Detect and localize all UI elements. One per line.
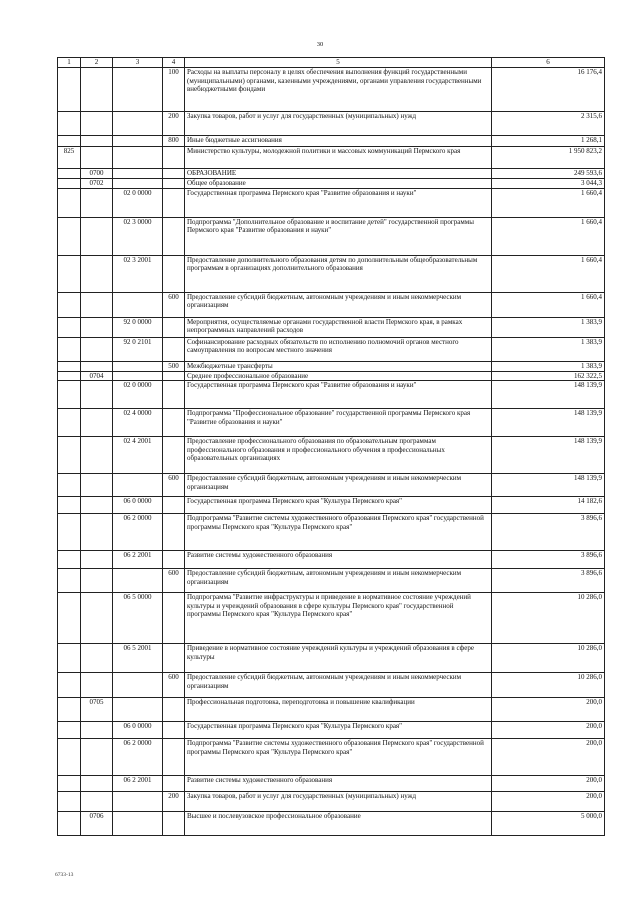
target-article-code (113, 361, 163, 371)
target-article-code: 02 4 0000 (113, 409, 163, 437)
department-code (58, 551, 81, 569)
department-code (58, 255, 81, 292)
header-col-5: 5 (185, 58, 492, 68)
amount: 200,0 (492, 698, 605, 722)
table-row (58, 514, 605, 551)
expense-type-code (163, 593, 185, 644)
expense-type-code: 100 (163, 68, 185, 112)
section-code (81, 437, 113, 474)
header-col-2: 2 (81, 58, 113, 68)
expense-type-code (163, 437, 185, 474)
amount: 1 660,4 (492, 217, 605, 255)
section-code (81, 474, 113, 497)
department-code (58, 474, 81, 497)
expense-type-code: 200 (163, 792, 185, 812)
item-name: ОБРАЗОВАНИЕ (185, 169, 492, 179)
amount: 1 660,4 (492, 292, 605, 317)
item-name: Софинансирование расходных обязательств по исполнению полномочий органов местного самоуправления по вопросам местного значения (185, 337, 492, 361)
target-article-code: 02 4 2001 (113, 437, 163, 474)
footer-document-code: 6733-13 (55, 872, 74, 878)
item-name: Развитие системы художественного образования (185, 776, 492, 792)
department-code (58, 337, 81, 361)
amount: 1 950 823,2 (492, 147, 605, 169)
item-name: Подпрограмма "Развитие системы художественного образования Пермского края" государственной программы Пермского края "Культура Пермского края" (185, 514, 492, 551)
amount: 10 286,0 (492, 673, 605, 698)
table-row (58, 698, 605, 722)
target-article-code (113, 673, 163, 698)
table-row (58, 112, 605, 136)
department-code (58, 409, 81, 437)
header-col-6: 6 (492, 58, 605, 68)
table-row (58, 739, 605, 776)
section-code (81, 593, 113, 644)
department-code (58, 437, 81, 474)
item-name: Приведение в нормативное состояние учреждений культуры и учреждений образования в сфере культуры (185, 644, 492, 673)
target-article-code: 02 3 0000 (113, 217, 163, 255)
table-row (58, 644, 605, 673)
section-code (81, 514, 113, 551)
amount: 14 182,6 (492, 497, 605, 514)
item-name: Общее образование (185, 179, 492, 189)
table-row (58, 381, 605, 409)
table-row (58, 317, 605, 337)
amount: 3 896,6 (492, 514, 605, 551)
target-article-code: 06 0 0000 (113, 722, 163, 739)
section-code (81, 569, 113, 593)
amount: 148 139,9 (492, 381, 605, 409)
section-code (81, 188, 113, 217)
section-code (81, 136, 113, 147)
target-article-code (113, 292, 163, 317)
section-code (81, 147, 113, 169)
table-row (58, 551, 605, 569)
target-article-code: 92 0 2101 (113, 337, 163, 361)
table-row (58, 371, 605, 381)
table-row (58, 792, 605, 812)
section-code (81, 776, 113, 792)
item-name: Межбюджетные трансферты (185, 361, 492, 371)
section-code (81, 739, 113, 776)
expense-type-code (163, 698, 185, 722)
item-name: Предоставление субсидий бюджетным, автономным учреждениям и иным некоммерческим организациям (185, 474, 492, 497)
department-code (58, 136, 81, 147)
department-code (58, 569, 81, 593)
expense-type-code: 600 (163, 292, 185, 317)
section-code (81, 217, 113, 255)
department-code (58, 593, 81, 644)
expense-type-code (163, 776, 185, 792)
target-article-code (113, 792, 163, 812)
amount: 2 315,6 (492, 112, 605, 136)
amount: 148 139,9 (492, 474, 605, 497)
section-code (81, 792, 113, 812)
header-col-3: 3 (113, 58, 163, 68)
expense-type-code (163, 812, 185, 836)
section-code (81, 409, 113, 437)
table-row (58, 188, 605, 217)
section-code (81, 292, 113, 317)
expense-type-code (163, 337, 185, 361)
target-article-code (113, 371, 163, 381)
target-article-code (113, 569, 163, 593)
amount: 16 176,4 (492, 68, 605, 112)
department-code (58, 179, 81, 189)
section-code (81, 644, 113, 673)
department-code (58, 698, 81, 722)
section-code (81, 381, 113, 409)
target-article-code (113, 812, 163, 836)
section-code (81, 497, 113, 514)
table-row (58, 255, 605, 292)
amount: 200,0 (492, 739, 605, 776)
department-code (58, 317, 81, 337)
department-code (58, 739, 81, 776)
amount: 1 383,9 (492, 337, 605, 361)
department-code (58, 169, 81, 179)
item-name: Государственная программа Пермского края "Развитие образования и науки" (185, 381, 492, 409)
department-code (58, 68, 81, 112)
expense-type-code (163, 409, 185, 437)
item-name: Предоставление субсидий бюджетным, автономным учреждениям и иным некоммерческим организациям (185, 673, 492, 698)
item-name: Закупка товаров, работ и услуг для государственных (муниципальных) нужд (185, 112, 492, 136)
department-code (58, 514, 81, 551)
amount: 1 660,4 (492, 255, 605, 292)
target-article-code (113, 68, 163, 112)
table-row (58, 474, 605, 497)
amount: 200,0 (492, 792, 605, 812)
budget-table (57, 57, 605, 836)
table-row (58, 593, 605, 644)
table-row (58, 673, 605, 698)
target-article-code: 02 3 2001 (113, 255, 163, 292)
expense-type-code (163, 497, 185, 514)
target-article-code: 06 2 2001 (113, 776, 163, 792)
expense-type-code (163, 551, 185, 569)
amount: 148 139,9 (492, 437, 605, 474)
item-name: Министерство культуры, молодежной политики и массовых коммуникаций Пермского края (185, 147, 492, 169)
department-code (58, 644, 81, 673)
amount: 10 286,0 (492, 644, 605, 673)
table-row (58, 68, 605, 112)
item-name: Развитие системы художественного образования (185, 551, 492, 569)
table-row (58, 292, 605, 317)
item-name: Профессиональная подготовка, переподготовка и повышение квалификации (185, 698, 492, 722)
table-row (58, 136, 605, 147)
section-code: 0705 (81, 698, 113, 722)
section-code (81, 317, 113, 337)
target-article-code (113, 136, 163, 147)
expense-type-code (163, 371, 185, 381)
section-code (81, 673, 113, 698)
target-article-code (113, 474, 163, 497)
expense-type-code: 800 (163, 136, 185, 147)
target-article-code (113, 147, 163, 169)
expense-type-code (163, 514, 185, 551)
table-row (58, 147, 605, 169)
department-code (58, 188, 81, 217)
header-col-1: 1 (58, 58, 81, 68)
section-code: 0706 (81, 812, 113, 836)
amount: 249 593,6 (492, 169, 605, 179)
department-code (58, 361, 81, 371)
amount: 3 896,6 (492, 551, 605, 569)
table-row (58, 179, 605, 189)
item-name: Среднее профессиональное образование (185, 371, 492, 381)
section-code: 0704 (81, 371, 113, 381)
target-article-code: 06 5 0000 (113, 593, 163, 644)
amount: 1 660,4 (492, 188, 605, 217)
item-name: Иные бюджетные ассигнования (185, 136, 492, 147)
amount: 3 896,6 (492, 569, 605, 593)
table-row (58, 569, 605, 593)
expense-type-code (163, 722, 185, 739)
header-col-4: 4 (163, 58, 185, 68)
expense-type-code (163, 147, 185, 169)
expense-type-code (163, 381, 185, 409)
target-article-code (113, 169, 163, 179)
target-article-code (113, 179, 163, 189)
amount: 162 322,5 (492, 371, 605, 381)
amount: 200,0 (492, 722, 605, 739)
expense-type-code: 200 (163, 112, 185, 136)
department-code (58, 292, 81, 317)
department-code (58, 217, 81, 255)
department-code (58, 381, 81, 409)
expense-type-code: 600 (163, 474, 185, 497)
target-article-code: 92 0 0000 (113, 317, 163, 337)
amount: 148 139,9 (492, 409, 605, 437)
item-name: Предоставление профессионального образования по образовательным программам профессионального образования и профессионального обучения в профессиональных образовательных организациях (185, 437, 492, 474)
table-row (58, 169, 605, 179)
amount: 5 000,0 (492, 812, 605, 836)
department-code (58, 812, 81, 836)
amount: 3 044,3 (492, 179, 605, 189)
item-name: Расходы на выплаты персоналу в целях обеспечения выполнения функций государственными (муниципальными) органами, казенными учреждениями, органами управления государственными внебюджетными фондами (185, 68, 492, 112)
expense-type-code (163, 179, 185, 189)
amount: 1 383,9 (492, 317, 605, 337)
section-code: 0700 (81, 169, 113, 179)
table-row (58, 409, 605, 437)
item-name: Мероприятия, осуществляемые органами государственной власти Пермского края, в рамках непрограммных направлений расходов (185, 317, 492, 337)
item-name: Государственная программа Пермского края "Культура Пермского края" (185, 722, 492, 739)
table-row (58, 776, 605, 792)
department-code (58, 112, 81, 136)
amount: 200,0 (492, 776, 605, 792)
section-code (81, 112, 113, 136)
section-code (81, 551, 113, 569)
expense-type-code: 500 (163, 361, 185, 371)
table-row (58, 437, 605, 474)
item-name: Государственная программа Пермского края "Развитие образования и науки" (185, 188, 492, 217)
section-code: 0702 (81, 179, 113, 189)
expense-type-code: 600 (163, 673, 185, 698)
amount: 1 268,1 (492, 136, 605, 147)
department-code (58, 371, 81, 381)
expense-type-code (163, 739, 185, 776)
target-article-code: 06 5 2001 (113, 644, 163, 673)
target-article-code: 06 2 0000 (113, 514, 163, 551)
expense-type-code (163, 255, 185, 292)
item-name: Предоставление субсидий бюджетным, автономным учреждениям и иным некоммерческим организациям (185, 292, 492, 317)
table-row (58, 812, 605, 836)
target-article-code (113, 112, 163, 136)
target-article-code: 06 0 0000 (113, 497, 163, 514)
expense-type-code (163, 188, 185, 217)
amount: 10 286,0 (492, 593, 605, 644)
department-code (58, 673, 81, 698)
table-row (58, 497, 605, 514)
item-name: Подпрограмма "Дополнительное образование и воспитание детей" государственной программы Пермского края "Развитие образования и науки" (185, 217, 492, 255)
page-number: 30 (316, 41, 324, 48)
item-name: Подпрограмма "Развитие системы художественного образования Пермского края" государственной программы Пермского края "Культура Пермского края" (185, 739, 492, 776)
department-code (58, 497, 81, 514)
target-article-code (113, 698, 163, 722)
target-article-code: 06 2 2001 (113, 551, 163, 569)
item-name: Предоставление дополнительного образования детям по дополнительным общеобразовательным программам в организациях дополнительного образования (185, 255, 492, 292)
section-code (81, 361, 113, 371)
target-article-code: 06 2 0000 (113, 739, 163, 776)
expense-type-code (163, 317, 185, 337)
table-row (58, 337, 605, 361)
department-code (58, 776, 81, 792)
item-name: Предоставление субсидий бюджетным, автономным учреждениям и иным некоммерческим организациям (185, 569, 492, 593)
amount: 1 383,9 (492, 361, 605, 371)
item-name: Подпрограмма "Профессиональное образование" государственной программы Пермского края "Развитие образования и науки" (185, 409, 492, 437)
section-code (81, 68, 113, 112)
expense-type-code: 600 (163, 569, 185, 593)
department-code (58, 792, 81, 812)
item-name: Высшее и послевузовское профессиональное образование (185, 812, 492, 836)
section-code (81, 255, 113, 292)
section-code (81, 722, 113, 739)
table-row (58, 722, 605, 739)
item-name: Закупка товаров, работ и услуг для государственных (муниципальных) нужд (185, 792, 492, 812)
department-code (58, 722, 81, 739)
item-name: Подпрограмма "Развитие инфраструктуры и приведение в нормативное состояние учреждений культуры и учреждений образования в сфере культуры Пермского края" государственной программы Пермского края "Культура Пермского края" (185, 593, 492, 644)
expense-type-code (163, 217, 185, 255)
target-article-code: 02 0 0000 (113, 381, 163, 409)
table-row (58, 361, 605, 371)
table-header-row (58, 58, 605, 68)
section-code (81, 337, 113, 361)
table-row (58, 217, 605, 255)
department-code: 825 (58, 147, 81, 169)
expense-type-code (163, 169, 185, 179)
target-article-code: 02 0 0000 (113, 188, 163, 217)
expense-type-code (163, 644, 185, 673)
item-name: Государственная программа Пермского края "Культура Пермского края" (185, 497, 492, 514)
